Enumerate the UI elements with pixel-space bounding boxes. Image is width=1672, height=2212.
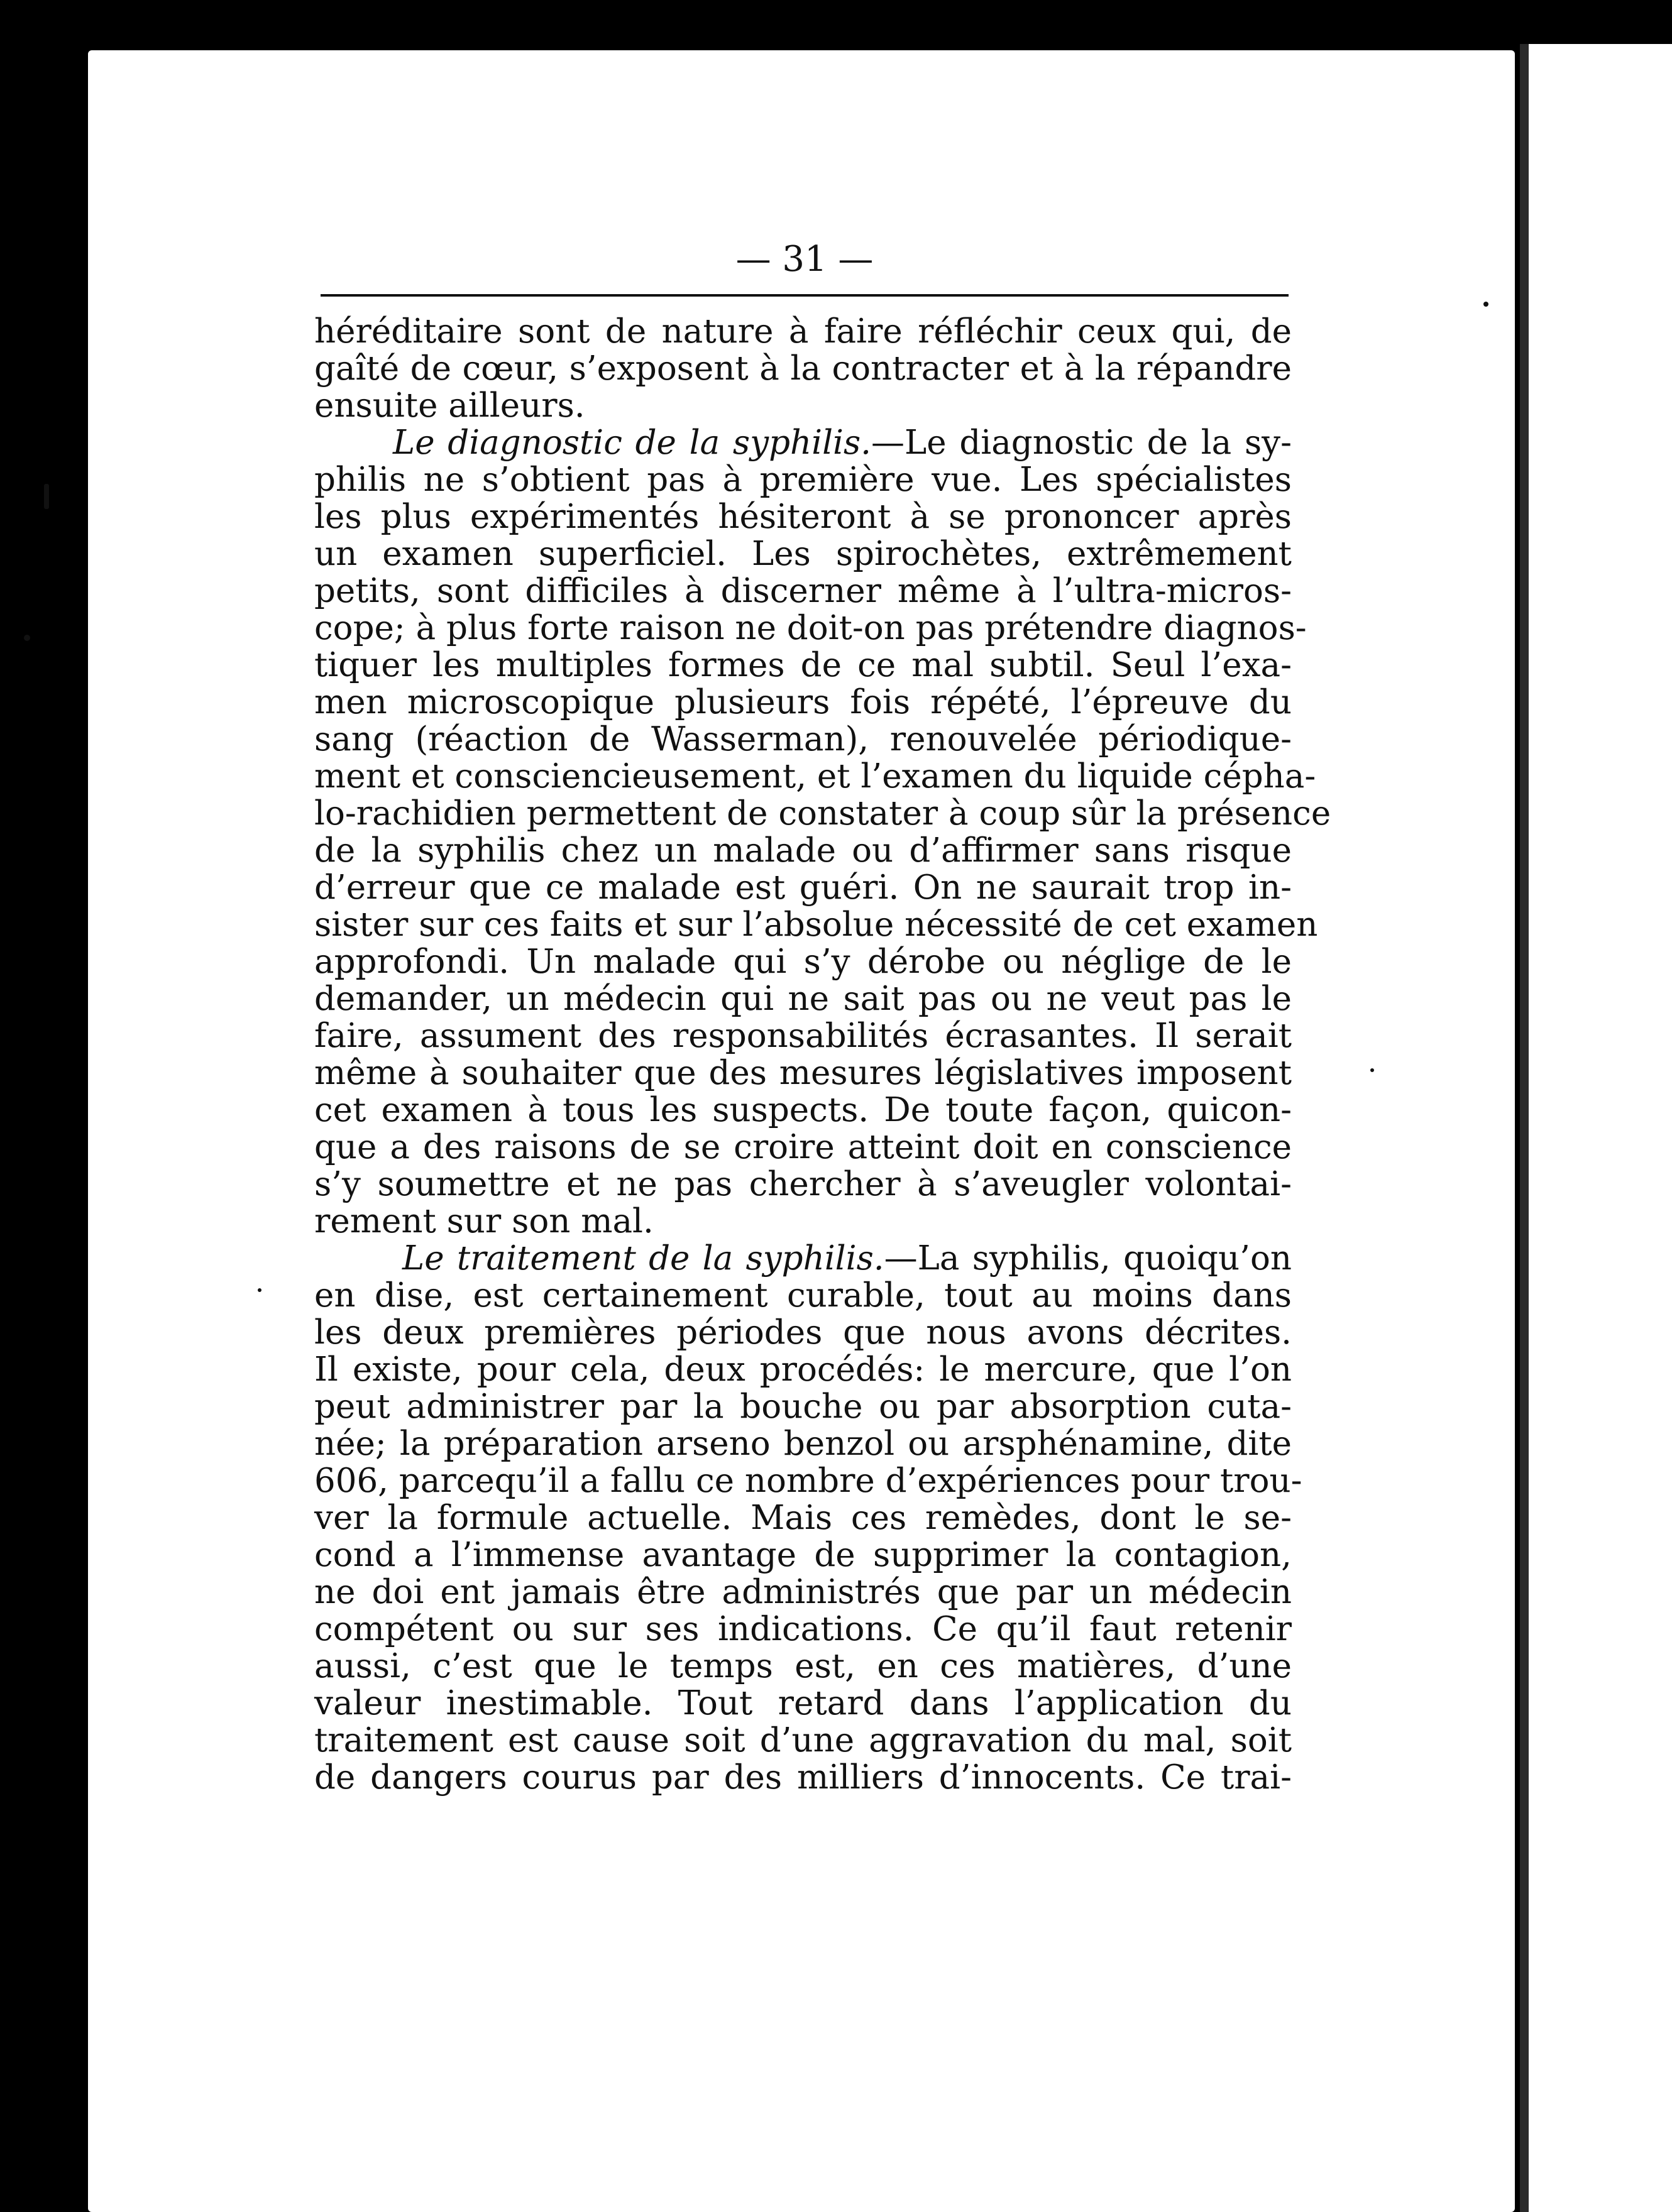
text-line: cet examen à tous les suspects. De toute façon, quicon-: [314, 1091, 1292, 1129]
paragraph-start-line: [314, 424, 1292, 461]
text-line: cope; à plus forte raison ne doit-on pas prétendre diagnos-: [314, 609, 1307, 647]
scan-speck: [1483, 302, 1488, 307]
text-fragment: ent jamais être administrés que par un médecin: [440, 1573, 1292, 1611]
text-line: en dise, est certainement curable, tout au moins dans: [314, 1276, 1292, 1315]
text-line: les plus expérimentés hésiteront à se prononcer après: [314, 498, 1292, 536]
next-page-margin: [1520, 44, 1672, 2212]
text-line: petits, sont difficiles à discerner même à l’ultra-micros-: [314, 572, 1292, 610]
text-line: lo-rachidien permettent de constater à coup sûr la présence: [314, 794, 1331, 833]
body-text: [314, 312, 1331, 1797]
text-line: valeur inestimable. Tout retard dans l’application du: [314, 1684, 1292, 1722]
header-rule: [321, 294, 1289, 297]
paragraph-start-line: [314, 1240, 1292, 1277]
section-heading-diagnostic: Le diagnostic de la syphilis.: [393, 424, 872, 462]
text-line: d’erreur que ce malade est guéri. On ne saurait trop in-: [314, 868, 1292, 907]
text-fragment: ne doi: [314, 1573, 424, 1611]
scan-speck: [1370, 1068, 1374, 1072]
text-line: tiquer les multiples formes de ce mal subtil. Seul l’exa-: [314, 646, 1292, 684]
text-line: de dangers courus par des milliers d’innocents. Ce trai-: [314, 1758, 1292, 1797]
text-line: de la syphilis chez un malade ou d’affirmer sans risque: [314, 831, 1292, 870]
text-line: gaîté de cœur, s’exposent à la contracter et à la répandre: [314, 349, 1292, 388]
text-line: même à souhaiter que des mesures législatives imposent: [314, 1054, 1292, 1092]
scan-speck: [258, 1288, 261, 1292]
text-line: ver la formule actuelle. Mais ces remèdes, dont le se-: [314, 1499, 1292, 1537]
section-heading-treatment: Le traitement de la syphilis.: [402, 1239, 884, 1278]
text-line-continuation: —La syphilis, quoiqu’on: [884, 1239, 1292, 1278]
text-line: un examen superficiel. Les spirochètes, extrêmement: [314, 535, 1292, 573]
text-line: sang (réaction de Wasserman), renouvelée périodique-: [314, 720, 1292, 758]
text-line: les deux premières périodes que nous avons décrites.: [314, 1313, 1292, 1352]
scan-speck: [44, 484, 49, 509]
text-line: 606, parcequ’il a fallu ce nombre d’expériences pour trou-: [314, 1462, 1302, 1500]
text-line: s’y soumettre et ne pas chercher à s’aveugler volontai-: [314, 1165, 1292, 1203]
text-line-continuation: —Le diagnostic de la sy-: [871, 424, 1292, 462]
text-line: ensuite ailleurs.: [314, 386, 585, 425]
text-line: demander, un médecin qui ne sait pas ou ne veut pas le: [314, 980, 1292, 1018]
text-line: héréditaire sont de nature à faire réfléchir ceux qui, de: [314, 312, 1292, 351]
page-number: — 31 —: [735, 239, 874, 280]
text-line: sister sur ces faits et sur l’absolue nécessité de cet examen: [314, 906, 1318, 944]
text-line: rement sur son mal.: [314, 1202, 654, 1240]
text-line: faire, assument des responsabilités écrasantes. Il serait: [314, 1017, 1292, 1055]
text-line: Il existe, pour cela, deux procédés: le mercure, que l’on: [314, 1350, 1292, 1389]
next-page-edge: [1520, 44, 1529, 2212]
text-line: ment et consciencieusement, et l’examen du liquide cépha-: [314, 757, 1316, 796]
text-line: cond a l’immense avantage de supprimer la contagion,: [314, 1536, 1292, 1574]
text-line: compétent ou sur ses indications. Ce qu’il faut retenir: [314, 1610, 1292, 1648]
text-line-damaged: [314, 1574, 1292, 1611]
text-line: que a des raisons de se croire atteint doit en conscience: [314, 1128, 1292, 1166]
text-line: peut administrer par la bouche ou par absorption cuta-: [314, 1388, 1292, 1426]
text-line: philis ne s’obtient pas à première vue. Les spécialistes: [314, 461, 1292, 499]
text-line: aussi, c’est que le temps est, en ces matières, d’une: [314, 1647, 1292, 1685]
scan-speck: [24, 635, 30, 641]
text-line: née; la préparation arseno benzol ou arsphénamine, dite: [314, 1425, 1292, 1463]
text-line: traitement est cause soit d’une aggravation du mal, soit: [314, 1721, 1292, 1760]
text-line: men microscopique plusieurs fois répété, l’épreuve du: [314, 683, 1292, 721]
text-line: approfondi. Un malade qui s’y dérobe ou néglige de le: [314, 943, 1292, 981]
